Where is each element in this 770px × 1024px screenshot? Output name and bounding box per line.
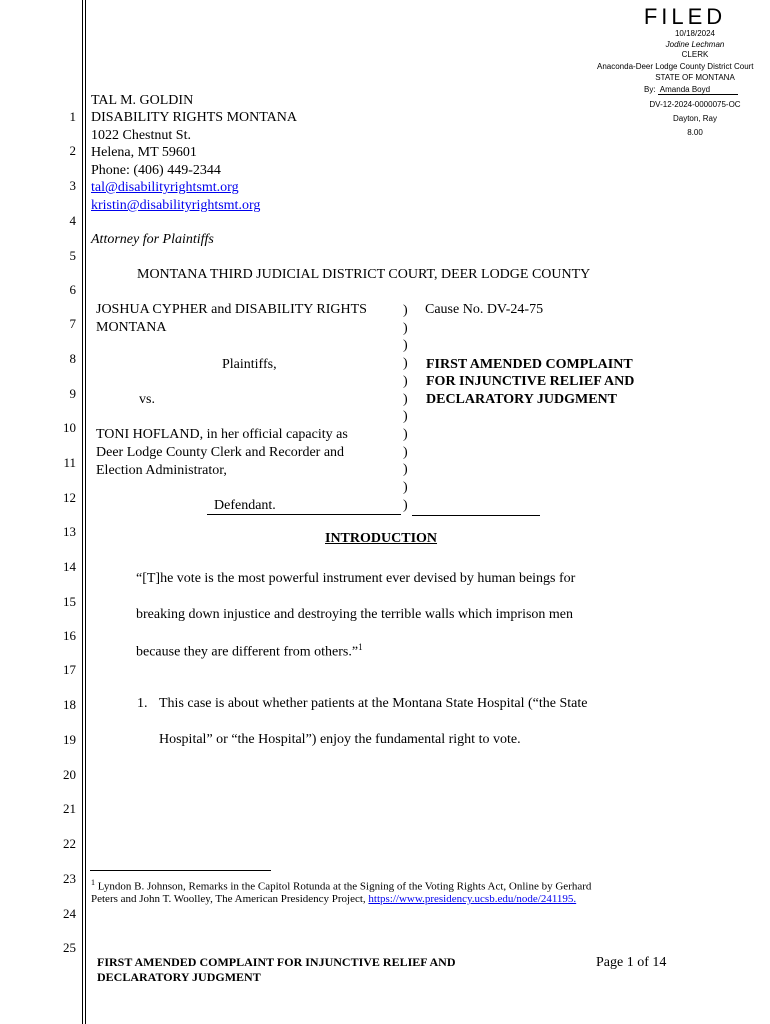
filed-stamp-date: 10/18/2024 <box>674 29 716 38</box>
filed-stamp-number: 8.00 <box>687 128 703 137</box>
line-number: 4 <box>69 213 76 228</box>
caption-parenthesis: ) <box>403 391 408 407</box>
line-number: 23 <box>63 871 76 886</box>
footnote-line2-text: Peters and John T. Woolley, The American Presidency Project, <box>91 893 366 905</box>
line-number: 6 <box>69 282 76 297</box>
caption-parenthesis: ) <box>403 373 408 389</box>
margin-rule-left-1 <box>82 0 83 1024</box>
footnote-number: 1 <box>91 878 95 887</box>
filed-stamp-by-label: By: <box>644 85 656 94</box>
attorney-email-link-1[interactable]: tal@disabilityrightsmt.org <box>91 180 239 195</box>
caption-parenthesis: ) <box>403 462 408 478</box>
footnote-line1 <box>91 878 591 893</box>
line-number: 2 <box>69 143 76 158</box>
paragraph-1-line1: This case is about whether patients at the Montana State Hospital (“the State <box>159 696 588 711</box>
court-title: MONTANA THIRD JUDICIAL DISTRICT COURT, DEER LODGE COUNTY <box>137 267 591 282</box>
line-number: 24 <box>63 906 76 921</box>
footnote-line1-text: Lyndon B. Johnson, Remarks in the Capitol Rotunda at the Signing of the Voting Rights Act, Online by Gerhard <box>97 880 592 893</box>
paragraph-1-line2: Hospital” or “the Hospital”) enjoy the fundamental right to vote. <box>159 732 521 747</box>
line-number: 14 <box>63 559 76 574</box>
line-number: 19 <box>63 732 76 747</box>
filed-stamp-court <box>597 62 770 71</box>
line-number: 11 <box>63 455 76 470</box>
filed-stamp-title: FILED <box>643 4 727 29</box>
line-number: 5 <box>69 248 76 263</box>
document-title-line1: FIRST AMENDED COMPLAINT <box>426 357 633 372</box>
margin-rule-left-2 <box>85 0 86 1024</box>
introduction-heading: INTRODUCTION <box>325 531 438 546</box>
line-number: 21 <box>63 801 76 816</box>
defendant-name-line3: Election Administrator, <box>96 463 227 478</box>
filed-stamp-by-name: Amanda Boyd <box>658 85 738 95</box>
filed-stamp-state: STATE OF MONTANA <box>655 73 735 82</box>
plaintiffs-name-line1: JOSHUA CYPHER and DISABILITY RIGHTS <box>96 302 367 317</box>
quote-line3 <box>136 642 363 661</box>
caption-parenthesis: ) <box>403 303 408 318</box>
line-number: 1 <box>69 109 76 124</box>
versus-label: vs. <box>139 392 155 407</box>
caption-right-rule <box>412 515 540 516</box>
line-number: 7 <box>69 316 76 331</box>
caption-parenthesis: ) <box>403 426 408 442</box>
caption-parenthesis: ) <box>403 320 408 336</box>
defendant-label <box>207 498 401 515</box>
line-number: 17 <box>63 662 76 677</box>
plaintiffs-name-line2: MONTANA <box>96 320 167 335</box>
line-number: 25 <box>63 940 76 955</box>
caption-parenthesis: ) <box>403 409 408 425</box>
footnote-source-link[interactable]: https://www.presidency.ucsb.edu/node/241195. <box>368 893 577 905</box>
defendant-name-line1: TONI HOFLAND, in her official capacity as <box>96 427 348 442</box>
footer-title-line1: FIRST AMENDED COMPLAINT FOR INJUNCTIVE RELIEF AND <box>97 955 456 969</box>
filed-stamp-judge: Dayton, Ray <box>672 114 718 123</box>
caption-parenthesis: ) <box>403 497 408 513</box>
line-number: 3 <box>69 178 76 193</box>
line-number: 8 <box>69 351 76 366</box>
filed-stamp-by <box>644 85 738 95</box>
footnote-separator <box>90 870 271 871</box>
defendant-label-text: Defendant. <box>214 498 276 513</box>
filed-stamp-case-no: DV-12-2024-0000075-OC <box>649 100 741 109</box>
document-title-line3: DECLARATORY JUDGMENT <box>426 392 617 407</box>
attorney-address-line1: 1022 Chestnut St. <box>91 128 191 143</box>
caption-parenthesis: ) <box>403 444 408 460</box>
caption-parenthesis: ) <box>403 480 408 495</box>
filed-stamp-clerk-name: Jodine Lechman <box>665 40 725 49</box>
footer-page-number: Page 1 of 14 <box>596 955 667 970</box>
attorney-address-line2: Helena, MT 59601 <box>91 145 197 160</box>
line-number: 16 <box>63 628 76 643</box>
filed-stamp-clerk-label: CLERK <box>681 50 709 59</box>
line-number: 20 <box>63 767 76 782</box>
line-number: 15 <box>63 594 76 609</box>
paragraph-1-number: 1. <box>137 696 148 711</box>
attorney-phone: Phone: (406) 449-2344 <box>91 163 221 178</box>
quote-line2: breaking down injustice and destroying the terrible walls which imprison men <box>136 607 574 622</box>
defendant-name-line2: Deer Lodge County Clerk and Recorder and <box>96 445 345 460</box>
quote-line1: “[T]he vote is the most powerful instrument ever devised by human beings for <box>136 571 576 586</box>
attorney-role: Attorney for Plaintiffs <box>91 232 214 247</box>
line-number: 22 <box>63 836 76 851</box>
plaintiffs-label: Plaintiffs, <box>222 357 277 372</box>
footer-title-line2: DECLARATORY JUDGMENT <box>97 970 261 984</box>
document-title-line2: FOR INJUNCTIVE RELIEF AND <box>426 374 635 389</box>
quote-line3-text: because they are different from others.” <box>136 644 359 660</box>
line-number: 12 <box>63 490 76 505</box>
attorney-org: DISABILITY RIGHTS MONTANA <box>91 110 298 125</box>
caption-parenthesis: ) <box>403 356 408 372</box>
line-number: 18 <box>63 697 76 712</box>
line-number: 9 <box>69 386 76 401</box>
line-number: 10 <box>63 420 76 435</box>
attorney-email-link-2[interactable]: kristin@disabilityrightsmt.org <box>91 198 261 213</box>
filed-stamp-court-text: Anaconda-Deer Lodge County District Court <box>597 62 754 71</box>
line-number: 13 <box>63 524 76 539</box>
cause-number: Cause No. DV-24-75 <box>425 302 544 317</box>
caption-parenthesis: ) <box>403 338 408 354</box>
footnote-reference[interactable]: 1 <box>358 642 363 652</box>
footnote-line2 <box>91 893 576 905</box>
attorney-name: TAL M. GOLDIN <box>91 93 194 108</box>
